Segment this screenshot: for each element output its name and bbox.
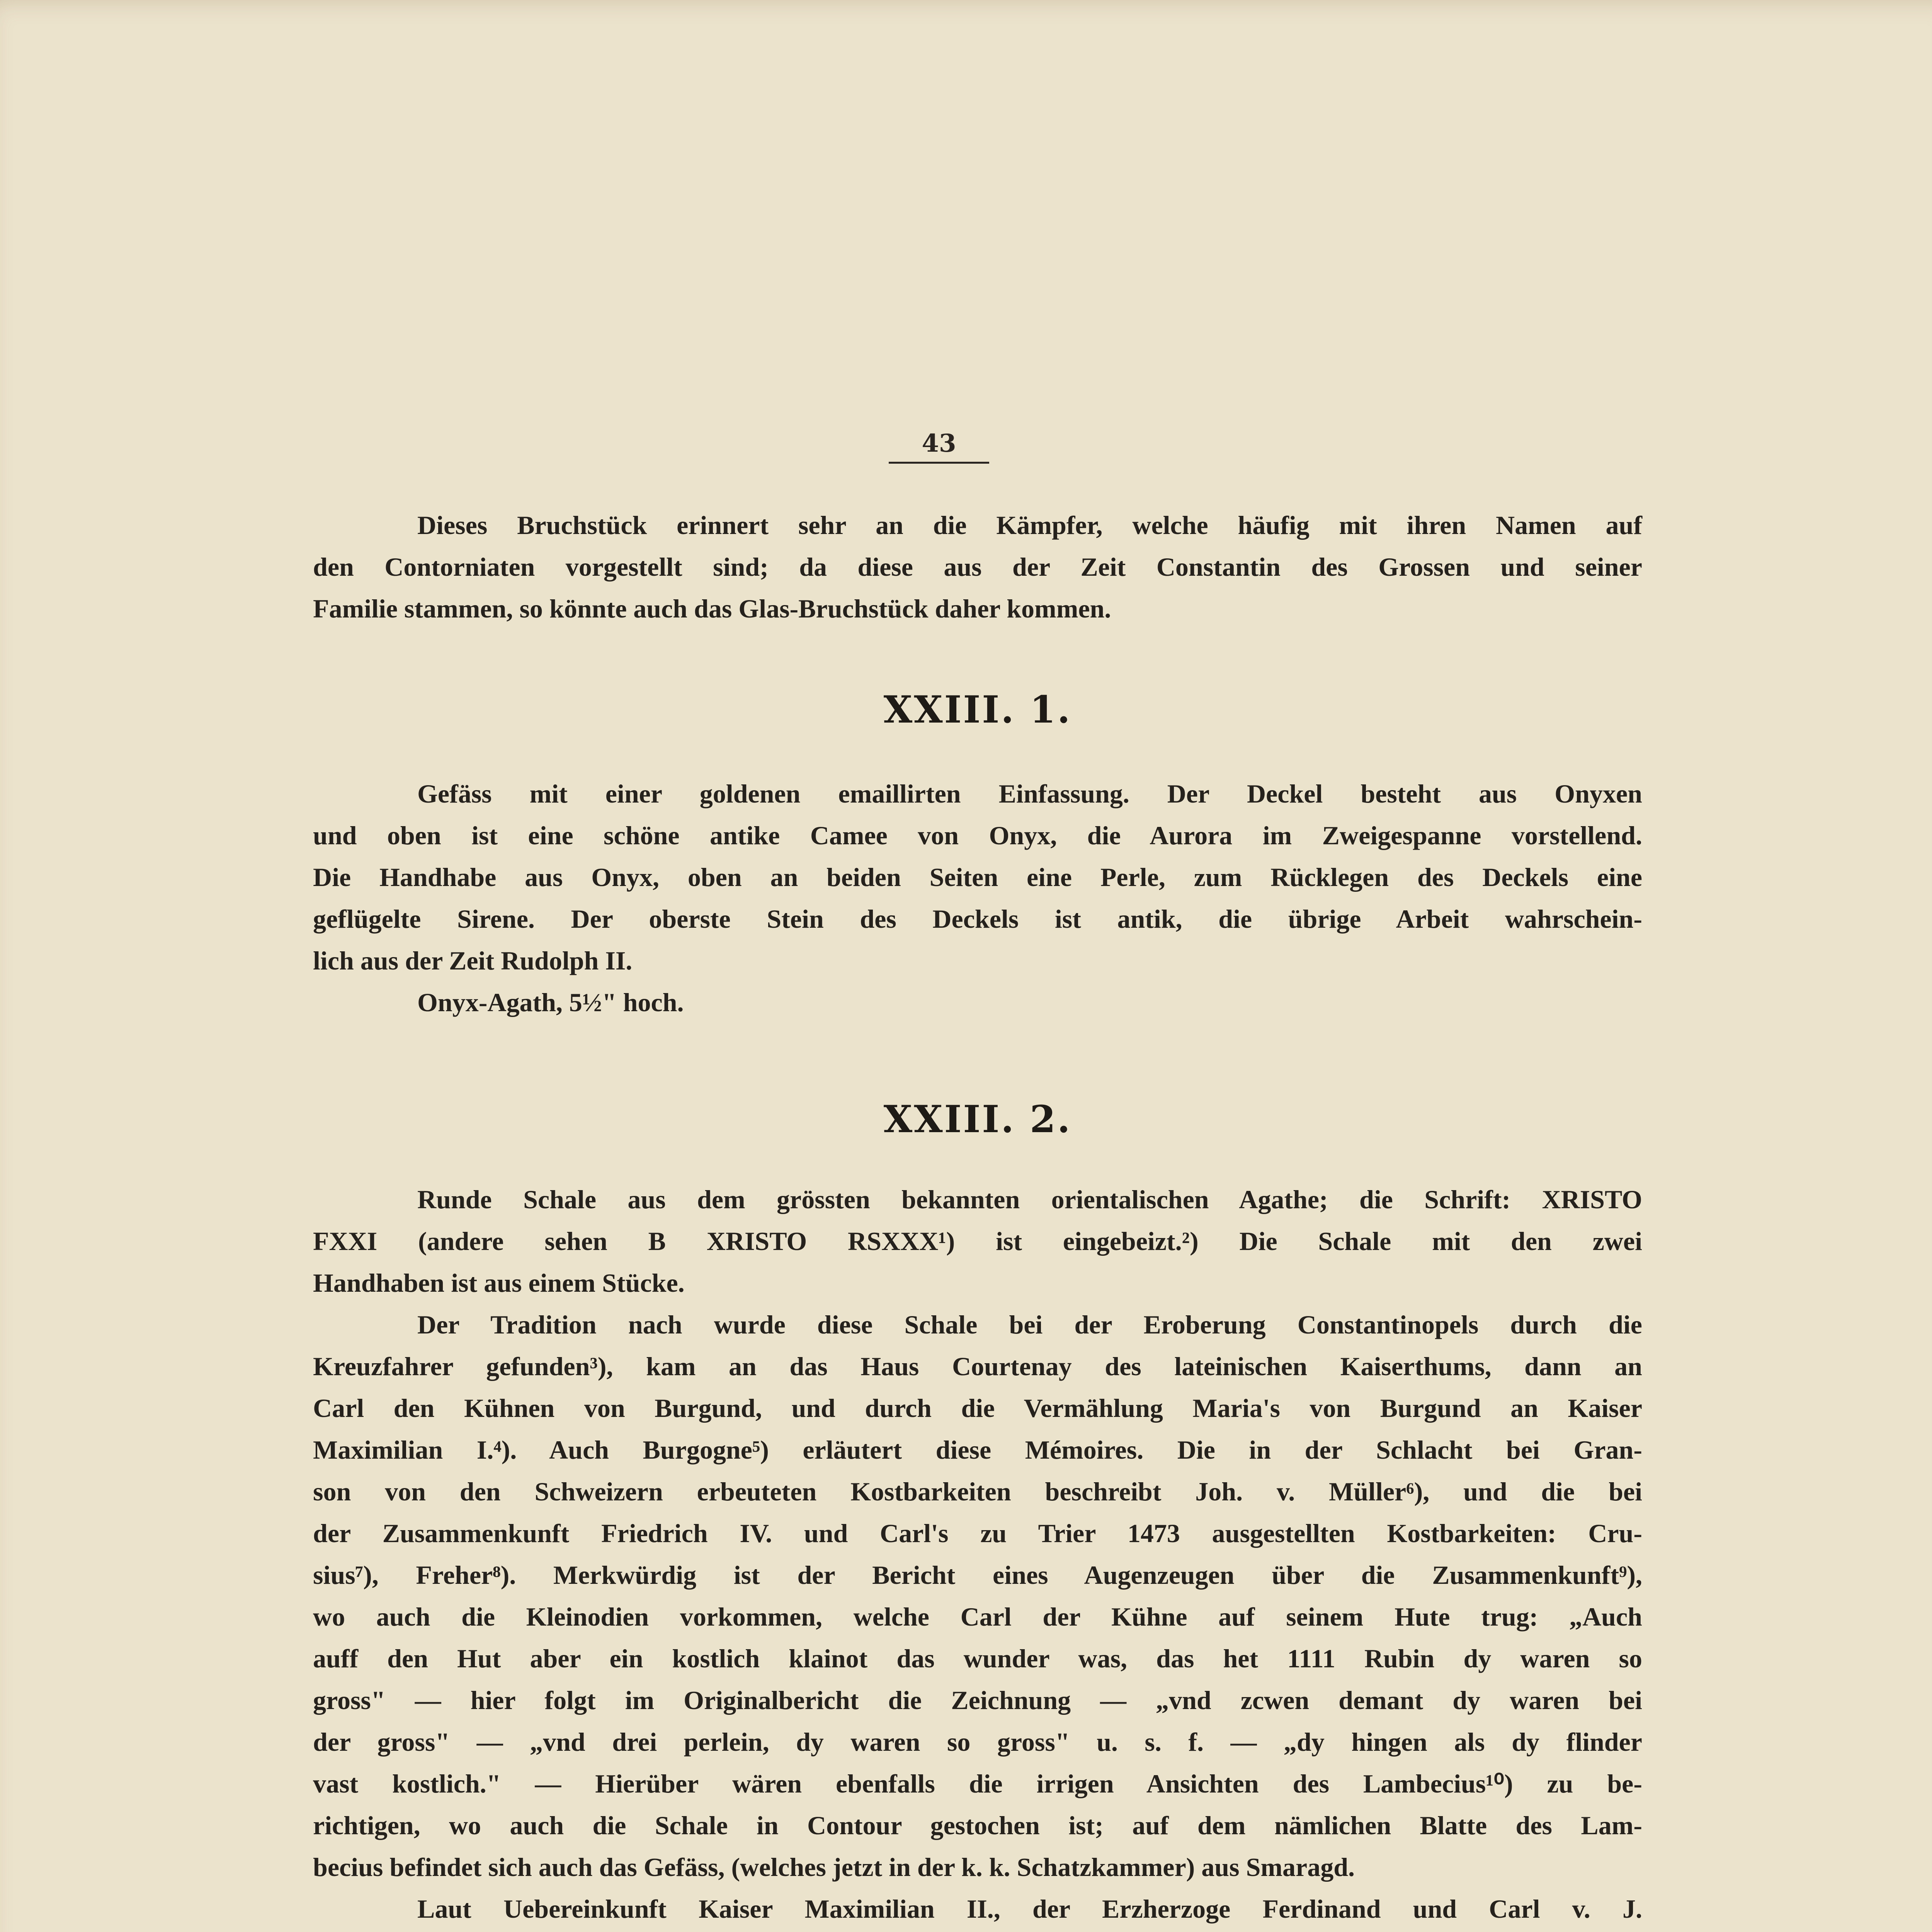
text-line: Runde Schale aus dem grössten bekannten orientalischen Agathe; die Schrift: XRISTO <box>417 1185 1642 1214</box>
section2-paragraph-1 <box>313 1179 1642 1304</box>
intro-paragraph <box>313 504 1642 629</box>
text-line: sius⁷), Freher⁸). Merkwürdig ist der Bericht eines Augenzeugen über die Zusammenkunft⁹), <box>313 1560 1642 1590</box>
text-line: und oben ist eine schöne antike Camee von Onyx, die Aurora im Zweigespanne vorstellend. <box>313 821 1642 850</box>
text-line: Handhaben ist aus einem Stücke. <box>313 1268 685 1298</box>
page-number: 43 <box>889 429 989 464</box>
text-line: der gross" — „vnd drei perlein, dy waren so gross" u. s. f. — „dy hingen als dy flinder <box>313 1727 1642 1757</box>
text-line: Der Tradition nach wurde diese Schale bei der Eroberung Constantinopels durch die <box>417 1310 1642 1339</box>
text-line: vast kostlich." — Hierüber wären ebenfalls die irrigen Ansichten des Lambecius¹⁰) zu be- <box>313 1769 1642 1798</box>
text-line: auff den Hut aber ein kostlich klainot das wunder was, das het 1111 Rubin dy waren so <box>313 1644 1642 1673</box>
section1-paragraph <box>313 773 1642 1023</box>
dimension-line: Onyx-Agath, 5½" hoch. <box>417 988 684 1017</box>
text-line: Laut Uebereinkunft Kaiser Maximilian II., der Erzherzoge Ferdinand und Carl v. J. <box>417 1894 1642 1923</box>
text-line: Dieses Bruchstück erinnert sehr an die Kämpfer, welche häufig mit ihren Namen auf <box>417 510 1642 540</box>
section2-paragraph-2 <box>313 1304 1642 1888</box>
text-line: lich aus der Zeit Rudolph II. <box>313 946 633 975</box>
text-line: Gefäss mit einer goldenen emaillirten Einfassung. Der Deckel besteht aus Onyxen <box>417 779 1642 808</box>
text-line: geflügelte Sirene. Der oberste Stein des Deckels ist antik, die übrige Arbeit wahrschein- <box>313 904 1642 934</box>
text-line: FXXI (andere sehen B XRISTO RSXXX¹) ist eingebeizt.²) Die Schale mit den zwei <box>313 1226 1642 1256</box>
section-heading-2: XXIII. 2. <box>883 1097 1072 1141</box>
text-line: Carl den Kühnen von Burgund, und durch die Vermählung Maria's von Burgund an Kaiser <box>313 1393 1642 1423</box>
text-line: den Contorniaten vorgestellt sind; da diese aus der Zeit Constantin des Grossen und seiner <box>313 552 1642 582</box>
text-line: gross" — hier folgt im Originalbericht die Zeichnung — „vnd zcwen demant dy waren bei <box>313 1685 1642 1715</box>
text-line: Familie stammen, so könnte auch das Glas-Bruchstück daher kommen. <box>313 594 1111 623</box>
text-line: son von den Schweizern erbeuteten Kostbarkeiten beschreibt Joh. v. Müller⁶), und die bei <box>313 1477 1642 1506</box>
text-line: wo auch die Kleinodien vorkommen, welche Carl der Kühne auf seinem Hute trug: „Auch <box>313 1602 1642 1631</box>
section2-paragraph-3 <box>313 1888 1642 1930</box>
text-line: der Zusammenkunft Friedrich IV. und Carl's zu Trier 1473 ausgestellten Kostbarkeiten: Cru- <box>313 1519 1642 1548</box>
text-line: Die Handhabe aus Onyx, oben an beiden Seiten eine Perle, zum Rücklegen des Deckels eine <box>313 862 1642 892</box>
text-line: Kreuzfahrer gefunden³), kam an das Haus Courtenay des lateinischen Kaiserthums, dann an <box>313 1352 1642 1381</box>
text-line: richtigen, wo auch die Schale in Contour gestochen ist; auf dem nämlichen Blatte des Lam- <box>313 1811 1642 1840</box>
section-heading-1: XXIII. 1. <box>883 688 1072 731</box>
text-line: Maximilian I.⁴). Auch Burgogne⁵) erläutert diese Mémoires. Die in der Schlacht bei Gran- <box>313 1435 1642 1464</box>
text-line: becius befindet sich auch das Gefäss, (welches jetzt in der k. k. Schatzkammer) aus Smaragd. <box>313 1852 1355 1882</box>
